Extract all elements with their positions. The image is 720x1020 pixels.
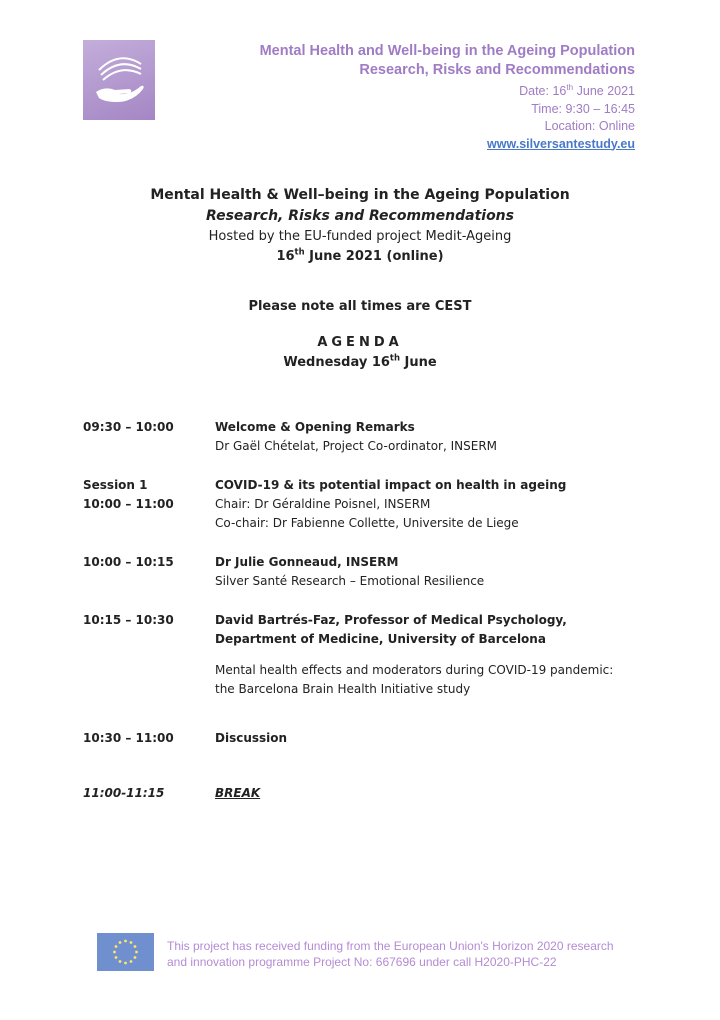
agenda-row-time: 09:30 – 10:00 (83, 420, 174, 434)
header-location: Location: Online (544, 119, 635, 133)
agenda-row-detail: Co-chair: Dr Fabienne Collette, Universite de Liege (215, 516, 519, 530)
document-header (260, 42, 635, 153)
agenda-row-time: 10:15 – 10:30 (83, 613, 174, 627)
header-subtitle: Research, Risks and Recommendations (359, 62, 635, 78)
event-title: Mental Health & Well–being in the Ageing Population (150, 187, 570, 203)
agenda-row-title: COVID-19 & its potential impact on health in ageing (215, 478, 567, 492)
hosted-by: Hosted by the EU-funded project Medit-Ageing (208, 229, 512, 244)
timezone-note: Please note all times are CEST (248, 299, 472, 314)
agenda-heading: AGENDA (317, 335, 403, 350)
agenda-heading-block (0, 333, 720, 373)
agenda-row-time (83, 476, 174, 514)
agenda-day: Wednesday 16th June (283, 352, 437, 370)
agenda-row-time: 10:30 – 11:00 (83, 731, 174, 745)
talk-title: the Barcelona Brain Health Initiative study (215, 682, 471, 696)
hands-wave-logo-icon (83, 40, 155, 120)
agenda-row (215, 418, 497, 456)
break-row (83, 786, 263, 800)
agenda-row-detail: Chair: Dr Géraldine Poisnel, INSERM (215, 497, 431, 511)
agenda-row (215, 729, 287, 748)
header-title: Mental Health and Well-being in the Ageing Population (259, 43, 635, 59)
event-date: 16th June 2021 (online) (276, 246, 444, 264)
agenda-row-detail: Department of Medicine, University of Barcelona (215, 632, 546, 646)
header-time: Time: 9:30 – 16:45 (531, 101, 635, 116)
session-label: Session 1 (83, 478, 148, 492)
session-time: 10:00 – 11:00 (83, 497, 174, 511)
event-title-block (0, 185, 720, 267)
agenda-row-title: Dr Julie Gonneaud, INSERM (215, 555, 399, 569)
agenda-row-title: Discussion (215, 731, 288, 745)
funding-line: This project has received funding from the European Union's Horizon 2020 research (167, 939, 614, 953)
funding-notice (167, 938, 614, 970)
agenda-row-time: 10:00 – 10:15 (83, 555, 174, 569)
header-date: Date: 16th June 2021 (519, 82, 635, 98)
event-subtitle: Research, Risks and Recommendations (206, 208, 514, 224)
agenda-row (215, 611, 613, 699)
agenda-row-title: David Bartrés-Faz, Professor of Medical Psychology, (215, 613, 567, 627)
website-link[interactable]: www.silversantestudy.eu (487, 136, 635, 151)
break-label: BREAK (215, 786, 261, 800)
agenda-row-title: Welcome & Opening Remarks (215, 420, 415, 434)
funding-line: and innovation programme Project No: 667696 under call H2020-PHC-22 (167, 955, 557, 969)
break-time: 11:00-11:15 (83, 786, 165, 800)
agenda-row (215, 553, 484, 591)
eu-flag-icon (97, 933, 154, 971)
agenda-row-detail: Dr Gaël Chételat, Project Co-ordinator, INSERM (215, 439, 498, 453)
agenda-row (215, 476, 566, 533)
talk-title: Mental health effects and moderators during COVID-19 pandemic: (215, 663, 614, 677)
agenda-row-detail: Silver Santé Research – Emotional Resilience (215, 574, 485, 588)
